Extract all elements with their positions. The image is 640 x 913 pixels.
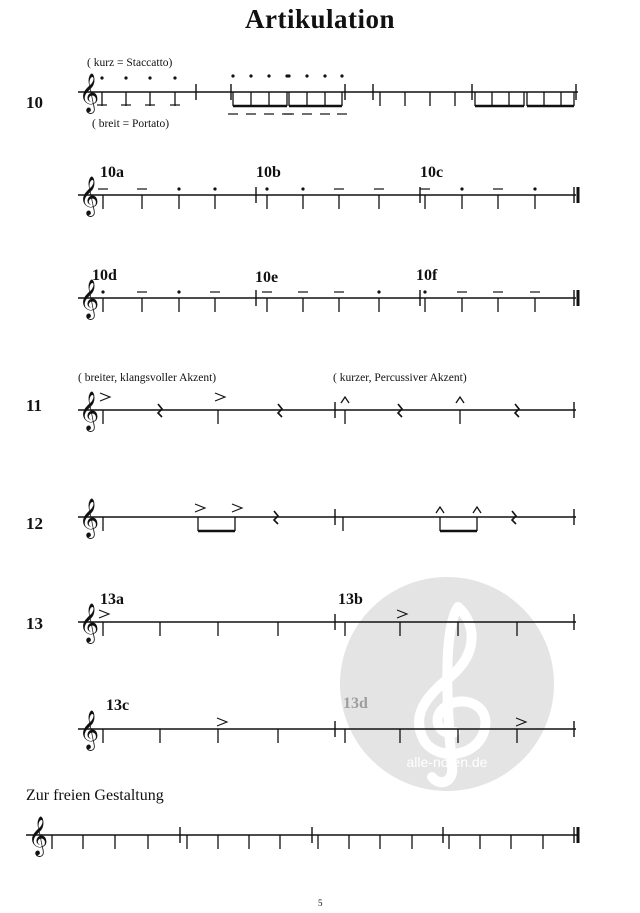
treble-clef-icon: 𝄞 — [79, 391, 100, 431]
accent-mark — [217, 718, 227, 726]
accent-mark — [195, 504, 205, 512]
staccato-dot — [323, 74, 326, 77]
marcato-mark — [456, 397, 464, 403]
page-title: Artikulation — [244, 4, 396, 34]
staccato-dot — [101, 290, 104, 293]
section-label-10a: 10a — [100, 164, 124, 181]
accent-mark — [232, 504, 242, 512]
staccato-dot — [173, 76, 176, 79]
section-label-13c: 13c — [106, 697, 130, 714]
section-label-10d: 10d — [92, 267, 117, 284]
staccato-dot — [301, 187, 304, 190]
staccato-dot — [340, 74, 343, 77]
staccato-dot — [249, 74, 252, 77]
treble-clef-icon: 𝄞 — [79, 603, 100, 643]
treble-clef-icon: 𝄞 — [79, 73, 100, 113]
broad-accent-annotation: ( breiter, klangsvoller Akzent) — [78, 372, 217, 384]
section-label-10b: 10b — [256, 164, 281, 181]
exercise-number-11: 11 — [26, 396, 43, 415]
staccato-dot — [177, 290, 180, 293]
staccato-dot — [100, 76, 103, 79]
staccato-dot — [148, 76, 151, 79]
accent-mark — [516, 718, 526, 726]
section-label-13b: 13b — [338, 591, 363, 608]
free-section-label: Zur freien Gestaltung — [26, 787, 164, 804]
treble-clef-icon: 𝄞 — [79, 176, 100, 216]
exercise-number-13: 13 — [26, 614, 43, 633]
staccato-dot — [377, 290, 380, 293]
exercise-number-10: 10 — [26, 93, 43, 112]
accent-mark — [397, 610, 407, 618]
treble-clef-icon: 𝄞 — [79, 710, 100, 750]
section-label-10e: 10e — [255, 269, 279, 286]
staccato-dot — [287, 74, 290, 77]
staccato-dot — [460, 187, 463, 190]
page-number: 5 — [318, 898, 323, 908]
treble-clef-icon: 𝄞 — [28, 816, 49, 856]
treble-clef-icon: 𝄞 — [79, 279, 100, 319]
staccato-annotation: ( kurz = Staccatto) — [87, 57, 173, 69]
watermark-text: alle-noten.de — [406, 754, 488, 770]
staccato-dot — [265, 187, 268, 190]
accent-mark — [100, 393, 110, 401]
accent-mark — [215, 393, 225, 401]
staccato-dot — [305, 74, 308, 77]
staccato-dot — [423, 290, 426, 293]
section-label-10f: 10f — [416, 267, 438, 284]
staccato-dot — [177, 187, 180, 190]
staccato-dot — [231, 74, 234, 77]
staccato-dot — [533, 187, 536, 190]
marcato-mark — [436, 507, 444, 513]
exercise-number-12: 12 — [26, 514, 43, 533]
marcato-mark — [473, 507, 481, 513]
short-accent-annotation: ( kurzer, Percussiver Akzent) — [333, 372, 467, 384]
marcato-mark — [341, 397, 349, 403]
treble-clef-icon: 𝄞 — [79, 498, 100, 538]
staccato-dot — [124, 76, 127, 79]
section-label-10c: 10c — [420, 164, 444, 181]
accent-mark — [99, 610, 109, 618]
portato-annotation: ( breit = Portato) — [92, 118, 170, 130]
section-label-13a: 13a — [100, 591, 124, 608]
staccato-dot — [267, 74, 270, 77]
staccato-dot — [213, 187, 216, 190]
